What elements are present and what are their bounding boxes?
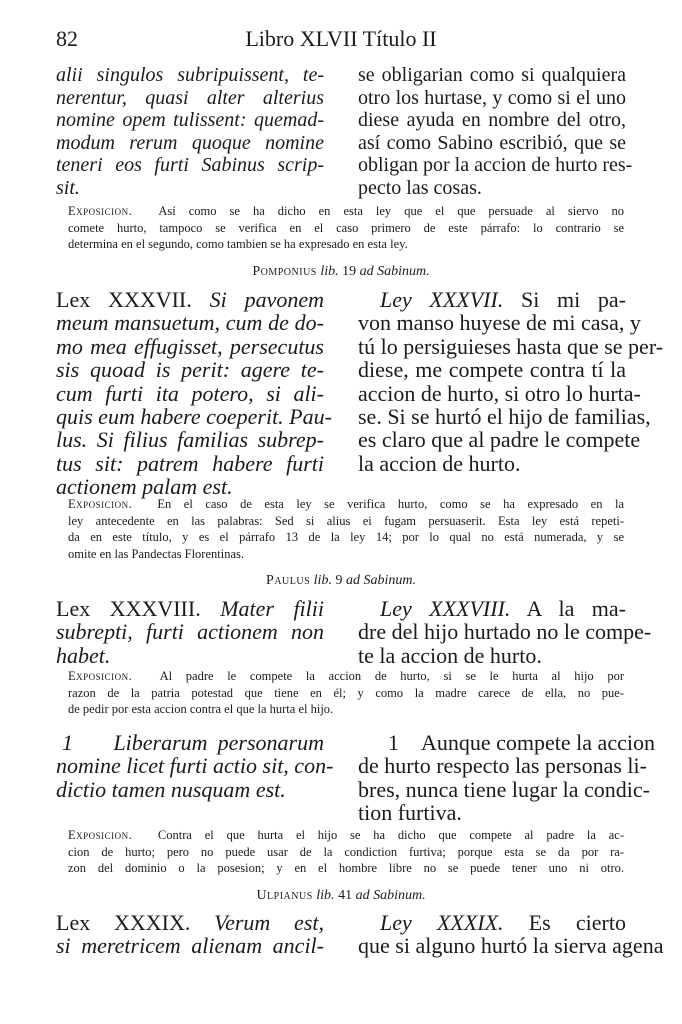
ley-heading: Ley XXXVII. <box>380 287 504 312</box>
lex-heading: Lex XXXVIII. <box>56 596 201 621</box>
exposicion-line: En el caso de esta ley se verifica hurto, como se ha expresado en la <box>157 497 625 511</box>
spanish-column <box>358 730 655 826</box>
source-lib: lib. <box>313 573 332 588</box>
latin-line: modum rerum quoque nomine <box>56 131 324 154</box>
latin-line: sit. <box>56 176 80 199</box>
latin-line: dictio tamen nusquam est. <box>56 776 286 802</box>
source-lib: lib. <box>320 264 339 279</box>
spanish-line: la accion de hurto. <box>358 450 521 476</box>
spanish-line: von manso huyese de mi casa, y <box>358 310 641 336</box>
ley-heading: Ley XXXIX. <box>380 910 504 935</box>
latin-line: teneri eos furti Sabinus scrip- <box>56 154 324 176</box>
latin-line: alii singulos subripuissent, te- <box>56 64 324 86</box>
running-head: Libro XLVII Título II <box>245 26 437 51</box>
latin-line: habet. <box>56 642 111 668</box>
spanish-line: otro los hurtase, y como si el uno <box>358 86 626 109</box>
latin-line: subrepti, furti actionem non <box>56 619 324 645</box>
spanish-line: tú lo persiguieses hasta que se per- <box>358 333 664 359</box>
spanish-line: así como Sabino escribió, que se <box>358 131 626 154</box>
spanish-column <box>358 910 664 959</box>
latin-line: Mater filii <box>220 596 325 621</box>
latin-line: Liberarum personarum <box>113 730 325 755</box>
exposicion-line: da en este título, y es el párrafo 13 de la ley 14; por lo qual no está numerada, y se <box>68 530 624 544</box>
latin-line: sis quoad is perit: agere te- <box>56 357 324 383</box>
spanish-line: Si mi pa- <box>521 287 627 312</box>
spanish-line: te la accion de hurto. <box>358 642 542 668</box>
exposicion-label: Exposicion. <box>68 828 133 842</box>
spanish-line: es claro que al padre le compete <box>358 427 641 453</box>
ley-heading: Ley XXXVIII. <box>380 596 511 621</box>
exposicion-note <box>68 203 624 253</box>
spanish-line: diese, me compete contra tí la <box>358 357 626 383</box>
exposicion-line: de pedir por esta accion contra el que la hurta el hijo. <box>68 702 334 716</box>
spanish-line: dre del hijo hurtado no le compe- <box>358 619 652 645</box>
source-ad: ad Sabinum. <box>355 888 426 903</box>
spanish-line: tion furtiva. <box>358 800 462 826</box>
latin-line: nomine licet furti actio sit, con- <box>56 753 334 779</box>
source-number: 9 <box>335 573 343 588</box>
latin-line: meum mansuetum, cum de do- <box>56 310 324 336</box>
source-citation <box>56 264 626 280</box>
exposicion-label: Exposicion. <box>68 497 133 511</box>
spanish-line: se obligarian como si qualquiera <box>358 64 626 86</box>
section-1 <box>56 730 655 826</box>
spanish-line: diese ayuda en nombre del otro, <box>358 109 626 131</box>
latin-line: mo mea effugisset, persecutus <box>56 333 324 359</box>
exposicion-label: Exposicion. <box>68 204 133 218</box>
spanish-column <box>358 287 664 499</box>
source-author: Pomponius <box>252 264 317 279</box>
latin-line: actionem palam est. <box>56 474 233 500</box>
source-lib: lib. <box>316 888 335 903</box>
exposicion-note <box>68 668 624 718</box>
source-number: 19 <box>342 264 357 279</box>
spanish-column <box>358 64 633 199</box>
exposicion-line: cion de hurto; pero no puede usar de la condiction furtiva; porque esta se da por ra- <box>68 844 624 859</box>
spanish-line: A la ma- <box>526 596 626 621</box>
exposicion-note <box>68 827 624 877</box>
continuation-block <box>56 64 633 199</box>
spanish-line: Es cierto <box>528 910 626 935</box>
lex-39 <box>56 910 664 959</box>
page-number: 82 <box>56 26 78 51</box>
spanish-line: bres, nunca tiene lugar la condic- <box>358 776 650 802</box>
latin-column <box>56 597 324 667</box>
exposicion-line: ley antecedente en las palabras: Sed si alius ei fugam persuaserit. Esta ley está repeti- <box>68 513 624 528</box>
exposicion-line: zon del dominio o la posesion; y en el hombre libre no se puede tener uno ni otro. <box>68 861 624 875</box>
exposicion-line: Así como se ha dicho en esta ley que el que persuade al siervo no <box>158 204 624 218</box>
source-citation <box>56 573 626 589</box>
exposicion-line: determina en el segundo, como tambien se ha expresado en esta ley. <box>68 237 408 251</box>
source-number: 41 <box>338 888 353 903</box>
latin-line: Si pavonem <box>209 287 325 312</box>
latin-line: Verum est, <box>214 910 324 935</box>
lex-heading: Lex XXXIX. <box>56 910 191 935</box>
section-number: 1 <box>62 730 73 755</box>
exposicion-label: Exposicion. <box>68 669 133 683</box>
section-number: 1 <box>388 730 399 755</box>
spanish-column <box>358 596 652 668</box>
spanish-line: accion de hurto, si otro lo hurta- <box>358 380 641 406</box>
exposicion-line: Al padre le compete la accion de hurto, si se le hurta al hijo por <box>159 669 625 683</box>
latin-column <box>56 287 332 500</box>
source-author: Paulus <box>266 573 311 588</box>
source-ad: ad Sabinum. <box>345 573 416 588</box>
spanish-line: que si alguno hurtó la sierva agena <box>358 933 664 959</box>
source-ad: ad Sabinum. <box>359 264 430 279</box>
exposicion-line: omite en las Pandectas Florentinas. <box>68 546 245 561</box>
page-header <box>56 26 626 60</box>
latin-line: quis eum habere coeperit. Pau- <box>56 404 332 430</box>
latin-line: si meretricem alienam ancil- <box>56 933 324 959</box>
exposicion-line: razon de la patria potestad que tiene en él; y como la madre carece de ella, no pue- <box>68 685 624 700</box>
spanish-line: obligan por la accion de hurto res- <box>358 154 633 176</box>
exposicion-line: Contra el que hurta el hijo se ha dicho que compete al padre la ac- <box>157 828 625 842</box>
latin-line: lus. Si filius familias subrep- <box>56 427 324 453</box>
spanish-line: pecto las cosas. <box>358 176 482 199</box>
lex-heading: Lex XXXVII. <box>56 287 192 312</box>
latin-column <box>56 911 324 958</box>
latin-column <box>56 64 324 199</box>
source-citation <box>56 888 626 904</box>
exposicion-note <box>68 496 624 562</box>
spanish-line: de hurto respecto las personas li- <box>358 753 647 779</box>
latin-column <box>56 730 334 825</box>
latin-line: nomine opem tulissent: quemad- <box>56 109 324 131</box>
latin-line: tus sit: patrem habere furti <box>56 450 324 476</box>
latin-line: nerentur, quasi alter alterius <box>56 86 324 109</box>
spanish-line: Aunque compete la accion <box>421 730 655 755</box>
latin-line: cum furti ita potero, si ali- <box>56 380 324 406</box>
spanish-line: se. Si se hurtó el hijo de familias, <box>358 404 651 430</box>
source-author: Ulpianus <box>256 888 313 903</box>
exposicion-line: comete hurto, tampoco se verifica en el caso primero de este párrafo: lo contrario se <box>68 220 624 235</box>
lex-38 <box>56 596 652 668</box>
lex-37 <box>56 287 664 500</box>
